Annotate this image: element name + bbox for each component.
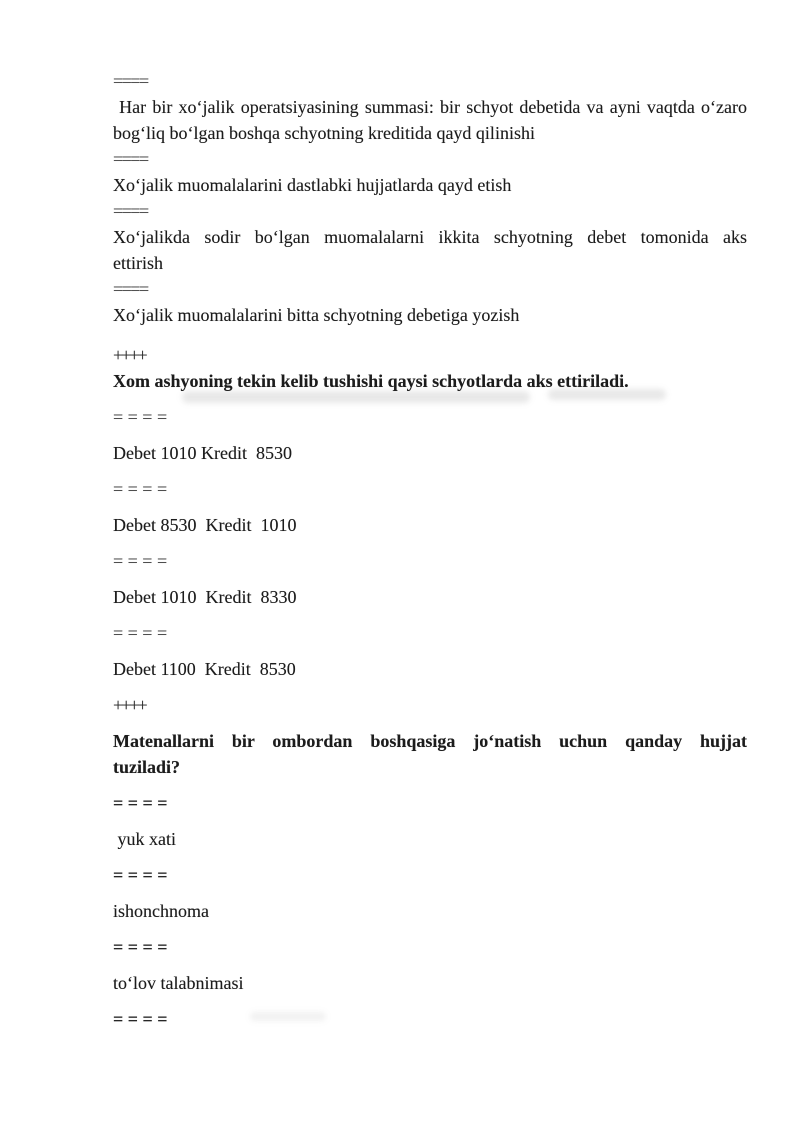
document-text-block <box>113 68 747 1032</box>
answer-separator: = = = = <box>113 623 168 643</box>
answer-separator: ==== <box>113 71 148 91</box>
answer-text: bogʻliq boʻlgan boshqa schyotning kreditida qayd qilinishi <box>113 123 535 143</box>
answer-text: Xoʻjalik muomalalarini dastlabki hujjatlarda qayd etish <box>113 175 512 195</box>
answer-text: Debet 1100 Kredit 8530 <box>113 659 296 679</box>
answer-separator: = = = = <box>113 407 168 427</box>
question-text: Matenallarni bir ombordan boshqasiga joʻnatish uchun qanday hujjat <box>113 731 747 751</box>
question-separator: ++++ <box>113 345 146 365</box>
answer-separator: ==== <box>113 201 148 221</box>
answer-text: ishonchnoma <box>113 901 209 921</box>
answer-text: Debet 1010 Kredit 8530 <box>113 443 292 463</box>
answer-text: yuk xati <box>113 829 176 849</box>
answer-text: Har bir xoʻjalik operatsiyasining summasi: bir schyot debetida va ayni vaqtda oʻzaro <box>113 97 747 117</box>
answer-separator: = = = = <box>113 551 168 571</box>
answer-separator: = = = = <box>113 793 168 813</box>
answer-separator: ==== <box>113 149 148 169</box>
answer-separator: = = = = <box>113 937 168 957</box>
answer-separator: = = = = <box>113 865 168 885</box>
question-text: tuziladi? <box>113 757 181 777</box>
answer-separator: ==== <box>113 279 148 299</box>
answer-text: Xoʻjalikda sodir boʻlgan muomalalarni ikkita schyotning debet tomonida aks <box>113 227 747 247</box>
answer-text: ettirish <box>113 253 163 273</box>
answer-text: Debet 8530 Kredit 1010 <box>113 515 297 535</box>
question-text: Xom ashyoning tekin kelib tushishi qaysi schyotlarda aks ettiriladi. <box>113 371 629 391</box>
answer-text: toʻlov talabnimasi <box>113 973 244 993</box>
answer-separator: = = = = <box>113 1009 168 1029</box>
answer-text: Debet 1010 Kredit 8330 <box>113 587 297 607</box>
answer-separator: = = = = <box>113 479 168 499</box>
question-separator: ++++ <box>113 695 146 715</box>
answer-text: Xoʻjalik muomalalarini bitta schyotning debetiga yozish <box>113 305 520 325</box>
